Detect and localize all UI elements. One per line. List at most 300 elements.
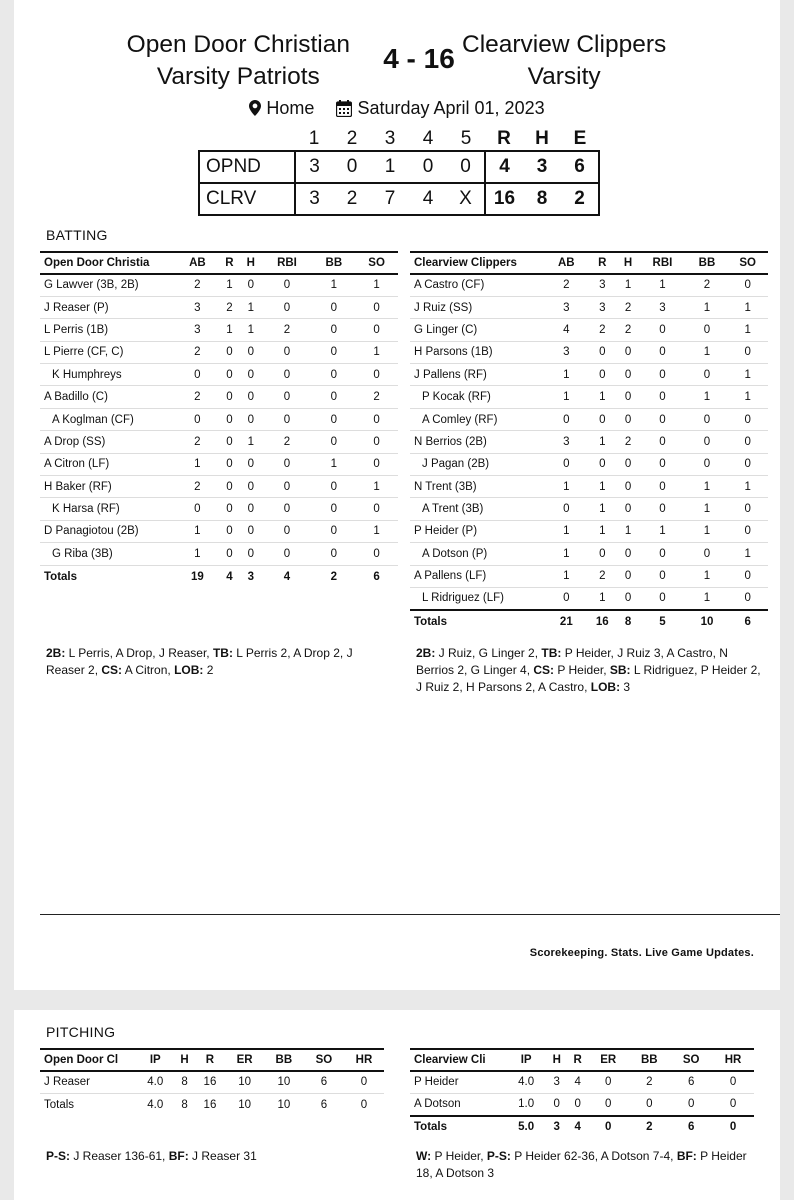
player-name: A Dotson (P) xyxy=(410,543,546,565)
player-name: N Trent (3B) xyxy=(410,476,546,498)
player-row xyxy=(410,565,768,587)
player-stat: 4.0 xyxy=(506,1071,546,1093)
totals-stat: 8 xyxy=(181,1098,188,1111)
player-stat: 2 xyxy=(219,296,240,318)
note-label: W: xyxy=(416,1149,432,1163)
player-stat: 1 xyxy=(587,587,618,609)
totals-stat: 16 xyxy=(203,1098,217,1111)
stat-column-header: ER xyxy=(225,1049,263,1071)
player-stat: 0 xyxy=(546,453,587,475)
note-label: LOB: xyxy=(174,663,204,677)
box-score-card xyxy=(14,0,780,990)
player-stat: 0 xyxy=(638,498,686,520)
stat-column-header: R xyxy=(195,1049,226,1071)
player-row xyxy=(410,1093,754,1115)
note-label: P-S: xyxy=(486,1149,511,1163)
total-e: 2 xyxy=(561,183,599,215)
player-name: G Lawver (3B, 2B) xyxy=(40,274,176,296)
note-text: P Heider, J Ruiz 3, A Castro, N Berrios 2, G Linger 4, xyxy=(416,646,728,677)
note-text: 2 xyxy=(203,663,214,677)
totals-stat: 4.0 xyxy=(147,1098,164,1111)
player-stat: 1 xyxy=(587,431,618,453)
player-stat: 0 xyxy=(587,408,618,430)
player-stat: 0 xyxy=(219,543,240,565)
player-name: D Panagiotou (2B) xyxy=(40,520,176,542)
player-row xyxy=(410,408,768,430)
player-stat: 0 xyxy=(727,520,768,542)
player-row xyxy=(410,543,768,565)
player-stat: 0 xyxy=(240,476,261,498)
player-name: K Harsa (RF) xyxy=(40,498,176,520)
note-text: L Perris, A Drop, J Reaser, xyxy=(65,646,213,660)
player-stat: 0 xyxy=(262,296,313,318)
player-stat: 1 xyxy=(240,296,261,318)
player-name: A Koglman (CF) xyxy=(40,408,176,430)
stat-column-header: SO xyxy=(304,1049,344,1071)
player-stat: 2 xyxy=(355,386,398,408)
linescore-header: 4 xyxy=(422,127,434,149)
player-row xyxy=(410,587,768,609)
player-stat: 1 xyxy=(546,520,587,542)
tagline: Scorekeeping. Stats. Live Game Updates. xyxy=(529,947,754,959)
note-text: J Reaser 31 xyxy=(188,1149,257,1163)
player-stat: 2 xyxy=(587,565,618,587)
player-stat: 6 xyxy=(670,1071,712,1093)
player-stat: 1 xyxy=(587,476,618,498)
totals-stat: 16 xyxy=(587,610,618,632)
player-stat: 1 xyxy=(546,476,587,498)
final-score: 4 - 16 xyxy=(383,43,455,74)
player-stat: 0 xyxy=(355,408,398,430)
home-batting-notes xyxy=(46,645,391,679)
stat-column-header: HR xyxy=(344,1049,384,1071)
player-stat: 0 xyxy=(312,520,355,542)
player-name: A Trent (3B) xyxy=(410,498,546,520)
player-stat: 0 xyxy=(312,364,355,386)
total-h: 8 xyxy=(523,183,561,215)
player-stat: 0 xyxy=(262,364,313,386)
player-stat: 0 xyxy=(219,408,240,430)
note-label: LOB: xyxy=(590,680,621,694)
player-row xyxy=(40,408,398,430)
player-stat: 0 xyxy=(240,341,261,363)
stat-column-header: IP xyxy=(136,1049,175,1071)
player-name: A Dotson xyxy=(410,1093,506,1115)
totals-stat: 19 xyxy=(190,570,204,583)
stat-column-header: SO xyxy=(355,252,398,274)
totals-stat: 6 xyxy=(320,1098,328,1111)
totals-stat: 4 xyxy=(567,1116,588,1138)
player-stat: 0 xyxy=(312,341,355,363)
totals-stat: 2 xyxy=(628,1116,670,1138)
stat-column-header: H xyxy=(175,1049,195,1071)
player-row xyxy=(410,364,768,386)
footer-divider xyxy=(40,914,780,915)
total-r: 4 xyxy=(485,151,523,183)
player-stat: 0 xyxy=(312,408,355,430)
inning-score: 7 xyxy=(371,183,409,215)
inning-score: 2 xyxy=(333,183,371,215)
totals-label: Totals xyxy=(410,1116,506,1138)
player-stat: 0 xyxy=(618,587,638,609)
player-name: J Pagan (2B) xyxy=(410,453,546,475)
player-stat: 1 xyxy=(687,386,728,408)
player-stat: 0 xyxy=(638,565,686,587)
player-stat: 0 xyxy=(727,431,768,453)
totals-stat: 10 xyxy=(687,610,728,632)
stat-column-header: H xyxy=(240,252,261,274)
location-label: Home xyxy=(266,97,315,118)
player-name: J Reaser (P) xyxy=(40,296,176,318)
team-column-header: Clearview Cli xyxy=(410,1049,506,1071)
team-column-header: Open Door Christia xyxy=(40,252,176,274)
player-stat: 2 xyxy=(628,1071,670,1093)
player-stat: 1 xyxy=(176,520,219,542)
player-stat: 0 xyxy=(727,341,768,363)
note-text: J Ruiz, G Linger 2, xyxy=(435,646,542,660)
player-stat: 1 xyxy=(546,565,587,587)
player-name: L Ridriguez (LF) xyxy=(410,587,546,609)
player-stat: 1 xyxy=(355,341,398,363)
player-stat: 0 xyxy=(344,1071,384,1093)
player-stat: 2 xyxy=(176,274,219,296)
stat-column-header: AB xyxy=(546,252,587,274)
player-name: J Pallens (RF) xyxy=(410,364,546,386)
player-stat: 1 xyxy=(587,498,618,520)
player-stat: 2 xyxy=(262,319,313,341)
player-stat: 0 xyxy=(219,341,240,363)
player-stat: 0 xyxy=(262,476,313,498)
linescore-header: 2 xyxy=(346,127,358,149)
note-label: SB: xyxy=(609,663,631,677)
player-row xyxy=(40,274,398,296)
away-batting-table xyxy=(410,251,768,632)
player-stat: 1 xyxy=(687,341,728,363)
player-stat: 0 xyxy=(262,341,313,363)
home-pitching-table xyxy=(40,1048,384,1116)
inning-score: 1 xyxy=(371,151,409,183)
totals-stat: 3 xyxy=(546,1116,567,1138)
player-stat: 0 xyxy=(727,587,768,609)
player-stat: 3 xyxy=(176,296,219,318)
player-name: A Drop (SS) xyxy=(40,431,176,453)
player-name: G Linger (C) xyxy=(410,319,546,341)
player-stat: 0 xyxy=(618,543,638,565)
player-stat: 0 xyxy=(240,453,261,475)
stat-column-header: SO xyxy=(670,1049,712,1071)
player-stat: 2 xyxy=(262,431,313,453)
player-stat: 0 xyxy=(355,543,398,565)
player-stat: 1.0 xyxy=(506,1093,546,1115)
totals-row xyxy=(40,565,398,587)
player-stat: 0 xyxy=(312,319,355,341)
inning-score: 3 xyxy=(295,183,333,215)
player-stat: 0 xyxy=(240,364,261,386)
player-stat: 1 xyxy=(355,520,398,542)
player-stat: 0 xyxy=(262,543,313,565)
player-stat: 0 xyxy=(567,1093,588,1115)
note-label: BF: xyxy=(676,1149,697,1163)
player-row xyxy=(40,543,398,565)
inning-score: 0 xyxy=(333,151,371,183)
player-name: P Kocak (RF) xyxy=(410,386,546,408)
player-stat: 0 xyxy=(618,498,638,520)
player-stat: 0 xyxy=(355,319,398,341)
note-label: P-S: xyxy=(46,1149,70,1163)
player-stat: 3 xyxy=(176,319,219,341)
player-stat: 0 xyxy=(219,520,240,542)
team-column-header: Clearview Clippers xyxy=(410,252,546,274)
linescore-header: 1 xyxy=(308,127,320,149)
player-stat: 0 xyxy=(618,341,638,363)
player-stat: 16 xyxy=(195,1071,226,1093)
player-stat: 1 xyxy=(687,565,728,587)
player-stat: 0 xyxy=(240,543,261,565)
player-name: A Castro (CF) xyxy=(410,274,546,296)
totals-label: Totals xyxy=(410,610,546,632)
player-stat: 0 xyxy=(687,319,728,341)
player-stat: 1 xyxy=(219,274,240,296)
player-stat: 2 xyxy=(176,431,219,453)
player-stat: 0 xyxy=(262,520,313,542)
game-header xyxy=(14,29,780,93)
inning-score: X xyxy=(447,183,485,215)
note-text: L Ridriguez, P Heider 2, J Ruiz 2, H Parsons 2, A Castro, xyxy=(416,663,761,694)
player-stat: 1 xyxy=(638,520,686,542)
player-stat: 1 xyxy=(727,364,768,386)
totals-stat: 6 xyxy=(373,570,380,583)
totals-stat: 4 xyxy=(226,570,233,583)
player-row xyxy=(410,453,768,475)
player-stat: 8 xyxy=(175,1071,195,1093)
player-stat: 3 xyxy=(546,341,587,363)
player-name: H Baker (RF) xyxy=(40,476,176,498)
player-stat: 0 xyxy=(638,319,686,341)
totals-row xyxy=(410,610,768,632)
player-stat: 2 xyxy=(618,431,638,453)
note-label: 2B: xyxy=(46,646,66,660)
player-stat: 0 xyxy=(638,408,686,430)
player-stat: 0 xyxy=(219,476,240,498)
home-team-line1: Open Door Christian xyxy=(126,31,350,58)
player-stat: 0 xyxy=(355,453,398,475)
totals-row xyxy=(410,1116,754,1138)
player-stat: 0 xyxy=(727,565,768,587)
inning-score: 4 xyxy=(409,183,447,215)
player-stat: 0 xyxy=(219,431,240,453)
calendar-icon xyxy=(336,100,352,117)
totals-stat: 8 xyxy=(618,610,638,632)
player-stat: 1 xyxy=(727,543,768,565)
player-row xyxy=(40,1071,384,1093)
totals-stat: 5.0 xyxy=(506,1116,546,1138)
player-stat: 1 xyxy=(687,296,728,318)
away-pitching-table xyxy=(410,1048,754,1138)
stat-column-header: BB xyxy=(687,252,728,274)
player-stat: 0 xyxy=(638,587,686,609)
player-stat: 0 xyxy=(727,274,768,296)
pitching-title: PITCHING xyxy=(46,1024,116,1040)
player-stat: 0 xyxy=(546,498,587,520)
player-row xyxy=(410,431,768,453)
player-stat: 1 xyxy=(355,476,398,498)
linescore-header: 3 xyxy=(384,127,396,149)
player-stat: 0 xyxy=(312,543,355,565)
note-text: P Heider 62-36, A Dotson 7-4, xyxy=(510,1149,677,1163)
player-stat: 3 xyxy=(587,296,618,318)
player-stat: 1 xyxy=(687,498,728,520)
player-row xyxy=(410,498,768,520)
player-row xyxy=(40,341,398,363)
player-row xyxy=(40,453,398,475)
player-stat: 4 xyxy=(567,1071,588,1093)
totals-stat: 4 xyxy=(283,570,291,583)
player-stat: 0 xyxy=(588,1093,628,1115)
player-stat: 10 xyxy=(225,1071,263,1093)
player-stat: 0 xyxy=(355,296,398,318)
away-batting-notes xyxy=(416,645,761,696)
player-row xyxy=(40,498,398,520)
note-text: A Citron, xyxy=(122,663,175,677)
stat-column-header: H xyxy=(546,1049,567,1071)
player-row xyxy=(40,364,398,386)
stat-header-row xyxy=(410,252,768,274)
note-text: P Heider, xyxy=(554,663,610,677)
player-stat: 0 xyxy=(240,274,261,296)
player-stat: 0 xyxy=(712,1071,754,1093)
pitching-card xyxy=(14,1010,780,1200)
player-name: A Comley (RF) xyxy=(410,408,546,430)
player-stat: 1 xyxy=(219,319,240,341)
player-stat: 0 xyxy=(546,1093,567,1115)
player-stat: 3 xyxy=(587,274,618,296)
player-stat: 2 xyxy=(618,319,638,341)
stat-column-header: H xyxy=(618,252,638,274)
player-stat: 0 xyxy=(262,274,313,296)
player-stat: 0 xyxy=(638,431,686,453)
player-stat: 4 xyxy=(546,319,587,341)
inning-score: 0 xyxy=(447,151,485,183)
player-stat: 2 xyxy=(687,274,728,296)
player-stat: 0 xyxy=(687,543,728,565)
totals-stat: 10 xyxy=(238,1098,251,1111)
player-name: P Heider (P) xyxy=(410,520,546,542)
player-stat: 1 xyxy=(240,319,261,341)
player-row xyxy=(410,341,768,363)
player-name: N Berrios (2B) xyxy=(410,431,546,453)
totals-stat: 0 xyxy=(588,1116,628,1138)
stat-column-header: R xyxy=(219,252,240,274)
player-stat: 0 xyxy=(638,341,686,363)
player-stat: 0 xyxy=(618,476,638,498)
note-label: 2B: xyxy=(416,646,436,660)
player-stat: 1 xyxy=(176,453,219,475)
player-stat: 0 xyxy=(727,408,768,430)
player-stat: 1 xyxy=(176,543,219,565)
player-stat: 0 xyxy=(687,364,728,386)
home-batting-table xyxy=(40,251,398,587)
linescore-team: CLRV xyxy=(199,183,295,215)
player-stat: 0 xyxy=(727,453,768,475)
player-stat: 0 xyxy=(546,587,587,609)
player-stat: 0 xyxy=(355,431,398,453)
player-stat: 0 xyxy=(687,408,728,430)
linescore-header: H xyxy=(535,127,549,149)
away-team-line2: Varsity xyxy=(527,63,601,90)
map-pin-icon xyxy=(249,100,261,116)
player-stat: 0 xyxy=(240,498,261,520)
total-r: 16 xyxy=(485,183,523,215)
player-stat: 1 xyxy=(727,319,768,341)
team-column-header: Open Door Cl xyxy=(40,1049,136,1071)
player-stat: 0 xyxy=(312,431,355,453)
player-stat: 1 xyxy=(546,543,587,565)
stat-header-row xyxy=(40,1049,384,1071)
away-team-line1: Clearview Clippers xyxy=(462,31,667,58)
player-stat: 0 xyxy=(219,364,240,386)
player-stat: 0 xyxy=(240,520,261,542)
totals-stat: 3 xyxy=(247,570,255,583)
player-stat: 0 xyxy=(176,364,219,386)
stat-column-header: R xyxy=(567,1049,588,1071)
player-stat: 0 xyxy=(219,386,240,408)
player-stat: 0 xyxy=(240,386,261,408)
player-stat: 0 xyxy=(638,476,686,498)
player-stat: 1 xyxy=(546,386,587,408)
player-name: H Parsons (1B) xyxy=(410,341,546,363)
player-stat: 1 xyxy=(240,431,261,453)
player-name: K Humphreys xyxy=(40,364,176,386)
note-label: CS: xyxy=(533,663,555,677)
totals-stat: 0 xyxy=(712,1116,754,1138)
totals-stat: 10 xyxy=(277,1098,291,1111)
totals-stat: 5 xyxy=(638,610,686,632)
player-stat: 0 xyxy=(588,1071,628,1093)
player-stat: 0 xyxy=(176,408,219,430)
player-stat: 1 xyxy=(618,520,638,542)
note-text: 3 xyxy=(620,680,631,694)
player-stat: 0 xyxy=(687,453,728,475)
away-team-name xyxy=(462,29,666,93)
stat-column-header: BB xyxy=(628,1049,670,1071)
stat-column-header: AB xyxy=(176,252,219,274)
player-name: G Riba (3B) xyxy=(40,543,176,565)
player-stat: 0 xyxy=(312,476,355,498)
player-stat: 0 xyxy=(176,498,219,520)
linescore-table xyxy=(198,127,600,216)
player-stat: 3 xyxy=(546,296,587,318)
player-stat: 0 xyxy=(618,565,638,587)
player-name: A Citron (LF) xyxy=(40,453,176,475)
player-row xyxy=(410,319,768,341)
totals-stat: 6 xyxy=(670,1116,712,1138)
player-stat: 0 xyxy=(587,341,618,363)
player-stat: 0 xyxy=(240,408,261,430)
player-stat: 1 xyxy=(687,520,728,542)
player-stat: 0 xyxy=(727,498,768,520)
player-stat: 0 xyxy=(618,364,638,386)
home-pitching-notes xyxy=(46,1148,386,1165)
totals-stat: 6 xyxy=(727,610,768,632)
player-stat: 1 xyxy=(587,520,618,542)
stat-header-row xyxy=(410,1049,754,1071)
player-stat: 0 xyxy=(687,431,728,453)
player-stat: 0 xyxy=(628,1093,670,1115)
player-row xyxy=(40,476,398,498)
player-stat: 6 xyxy=(304,1071,344,1093)
player-stat: 1 xyxy=(546,364,587,386)
player-stat: 0 xyxy=(638,364,686,386)
